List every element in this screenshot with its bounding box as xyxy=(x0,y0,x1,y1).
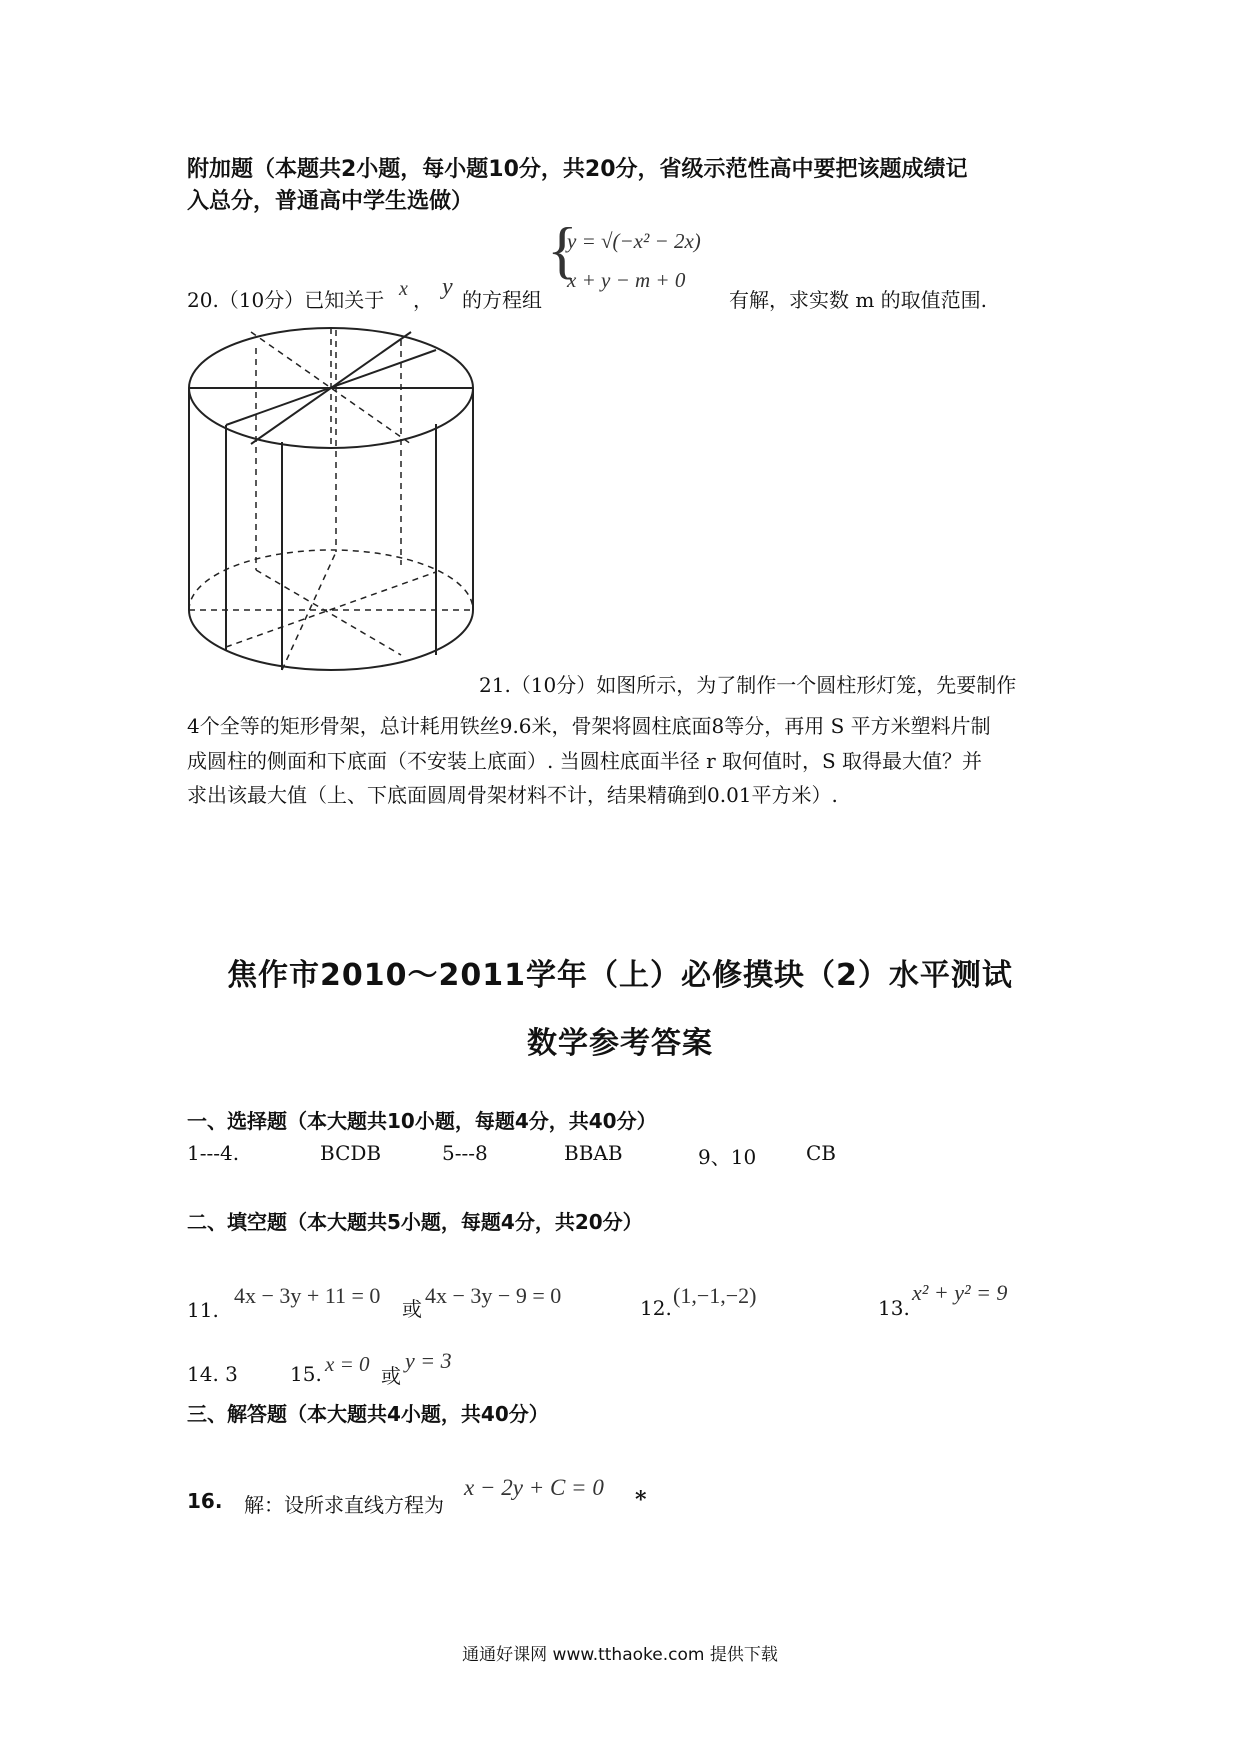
answer-15-number: 15. xyxy=(290,1362,322,1386)
answer-13-value: x² + y² = 9 xyxy=(912,1280,1008,1305)
answer-13-number: 13. xyxy=(878,1296,910,1320)
q20-suffix: 有解，求实数 m 的取值范围. xyxy=(729,288,988,312)
choice-range-3: 9、10 xyxy=(698,1145,757,1169)
answer-15-eq1: x = 0 xyxy=(325,1352,370,1376)
choice-range-2: 5---8 xyxy=(442,1141,488,1165)
choice-answer-3: CB xyxy=(806,1141,836,1165)
answer-16-text: 解：设所求直线方程为 xyxy=(244,1493,444,1517)
appendix-heading-line1: 附加题（本题共2小题，每小题10分，共20分，省级示范性高中要把该题成绩记 xyxy=(187,157,968,182)
q21-line4: 求出该最大值（上、下底面圆周骨架材料不计，结果精确到0.01平方米）. xyxy=(187,783,838,807)
q20-middle: 的方程组 xyxy=(462,288,542,312)
choice-answer-2: BBAB xyxy=(564,1141,623,1165)
q20-prefix: 20.（10分）已知关于 xyxy=(187,288,385,312)
answer-11-eq2: 4x − 3y − 9 = 0 xyxy=(425,1283,562,1308)
answer-11-eq1: 4x − 3y + 11 = 0 xyxy=(234,1283,381,1308)
answer-14: 14. 3 xyxy=(187,1362,238,1386)
answer-11-number: 11. xyxy=(187,1298,219,1322)
answer-12-value: (1,−1,−2) xyxy=(673,1283,757,1308)
section1-heading: 一、选择题（本大题共10小题，每题4分，共40分） xyxy=(187,1109,657,1133)
footer-text: 通通好课网 www.tthaoke.com 提供下载 xyxy=(462,1645,778,1665)
section2-heading: 二、填空题（本大题共5小题，每题4分，共20分） xyxy=(187,1210,643,1234)
answer-12-number: 12. xyxy=(640,1296,672,1320)
q21-line3: 成圆柱的侧面和下底面（不安装上底面）. 当圆柱底面半径 r 取何值时，S 取得最大值？并 xyxy=(187,749,983,773)
system-brace-icon: { xyxy=(547,214,578,285)
answer-16-number: 16. xyxy=(187,1489,223,1513)
choice-answer-1: BCDB xyxy=(320,1141,382,1165)
answer-16-mark: * xyxy=(635,1487,647,1513)
answer-11-or: 或 xyxy=(402,1297,422,1321)
q20-var-y: y xyxy=(442,274,453,300)
choice-range-1: 1---4. xyxy=(187,1141,240,1165)
q20-equation-2: x + y − m + 0 xyxy=(567,268,686,292)
section3-heading: 三、解答题（本大题共4小题，共40分） xyxy=(187,1402,549,1426)
answer-subtitle: 数学参考答案 xyxy=(527,1026,713,1061)
q21-line2: 4个全等的矩形骨架，总计耗用铁丝9.6米，骨架将圆柱底面8等分，再用 S 平方米塑料片制 xyxy=(187,714,991,738)
q20-var-x: x xyxy=(399,278,408,300)
q20-equation-1: y = √(−x² − 2x) xyxy=(567,229,701,253)
q21-line1: 21.（10分）如图所示，为了制作一个圆柱形灯笼，先要制作 xyxy=(479,673,1017,697)
answer-title: 焦作市2010～2011学年（上）必修摸块（2）水平测试 xyxy=(227,958,1013,993)
appendix-heading-line2: 入总分，普通高中学生选做） xyxy=(187,189,474,214)
q20-comma: ， xyxy=(413,288,433,312)
answer-15-eq2: y = 3 xyxy=(405,1348,452,1373)
answer-15-or: 或 xyxy=(381,1364,401,1388)
answer-16-equation: x − 2y + C = 0 xyxy=(464,1475,604,1500)
cylinder-lantern-figure xyxy=(186,320,476,682)
